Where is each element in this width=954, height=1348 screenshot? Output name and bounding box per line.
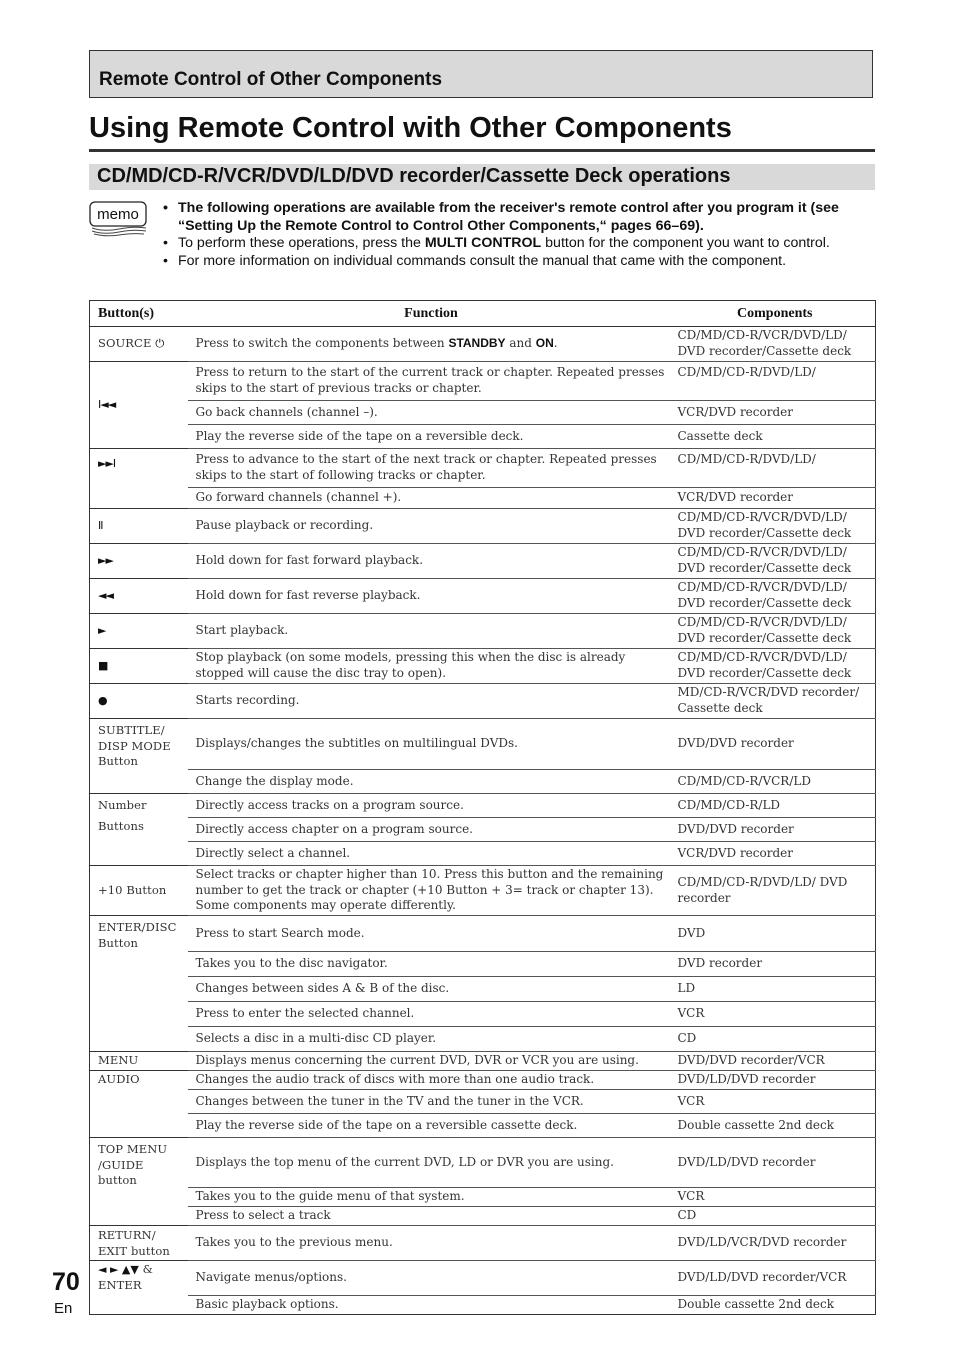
- button-cell: RETURN/ EXIT button: [90, 1226, 188, 1261]
- section-header-bar: [89, 50, 873, 98]
- page-number: 70: [52, 1268, 80, 1296]
- button-label: Buttons: [98, 818, 145, 833]
- power-icon: ⏻: [155, 336, 165, 351]
- component-cell: CD/MD/CD-R/DVD/LD/: [675, 362, 876, 401]
- table-row: [90, 684, 876, 719]
- bullet: •: [163, 235, 168, 251]
- component-cell: CD/MD/CD-R/DVD/LD/: [675, 449, 876, 488]
- table-row: [90, 770, 876, 794]
- button-cell: [90, 684, 188, 719]
- table-row: [90, 842, 876, 866]
- button-cell: [90, 1261, 188, 1315]
- button-cell: [90, 614, 188, 649]
- table-row: [90, 866, 876, 916]
- pause-icon: II: [98, 519, 103, 533]
- button-cell: [90, 449, 188, 509]
- function-cell: Change the display mode.: [188, 770, 675, 794]
- table-row: [90, 488, 876, 509]
- function-cell: Starts recording.: [188, 684, 675, 719]
- table-header-row: [90, 301, 876, 327]
- note-item: [163, 253, 875, 271]
- table-row: [90, 327, 876, 362]
- function-cell: Go forward channels (channel +).: [188, 488, 675, 509]
- component-cell: DVD/LD/DVD recorder: [675, 1071, 876, 1090]
- note-text: The following operations are available from the receiver's remote control after you program it (see “Setting Up the Remote Control to Control Other Components,“ pages 66–69).: [178, 200, 839, 234]
- table-row: [90, 1090, 876, 1114]
- function-cell: [188, 327, 675, 362]
- function-cell: Hold down for fast reverse playback.: [188, 579, 675, 614]
- component-cell: VCR: [675, 1090, 876, 1114]
- component-cell: DVD: [675, 916, 876, 952]
- function-cell: Basic playback options.: [188, 1296, 675, 1315]
- bullet: •: [163, 200, 168, 216]
- table-row: [90, 1052, 876, 1071]
- table-row: [90, 1002, 876, 1027]
- component-cell: DVD/LD/VCR/DVD recorder: [675, 1226, 876, 1261]
- component-cell: DVD/DVD recorder: [675, 719, 876, 770]
- function-cell: Displays/changes the subtitles on multilingual DVDs.: [188, 719, 675, 770]
- table-row: [90, 1296, 876, 1315]
- table-row: [90, 1261, 876, 1296]
- bullet: •: [163, 252, 168, 269]
- component-cell: VCR: [675, 1002, 876, 1027]
- function-cell: Navigate menus/options.: [188, 1261, 675, 1296]
- function-cell: Pause playback or recording.: [188, 509, 675, 544]
- table-row: [90, 916, 876, 952]
- arrow-keys-icon: ◄ ► ▲▼: [98, 1263, 139, 1276]
- component-cell: VCR/DVD recorder: [675, 488, 876, 509]
- function-cell: Start playback.: [188, 614, 675, 649]
- component-cell: CD/MD/CD-R/DVD/LD/ DVD recorder: [675, 866, 876, 916]
- component-cell: DVD/LD/DVD recorder: [675, 1138, 876, 1188]
- table-row: [90, 794, 876, 818]
- table-row: [90, 952, 876, 977]
- table-row: [90, 425, 876, 449]
- button-cell: AUDIO: [90, 1071, 188, 1138]
- function-cell: Press to return to the start of the current track or chapter. Repeated presses skips to the start of previous tracks or chapter.: [188, 362, 675, 401]
- function-cell: Go back channels (channel –).: [188, 401, 675, 425]
- table-row: [90, 1071, 876, 1090]
- function-cell: Play the reverse side of the tape on a reversible cassette deck.: [188, 1114, 675, 1138]
- button-cell: [90, 794, 188, 866]
- component-cell: VCR/DVD recorder: [675, 842, 876, 866]
- component-cell: CD/MD/CD-R/VCR/DVD/LD/ DVD recorder/Cassette deck: [675, 579, 876, 614]
- table-row: [90, 977, 876, 1002]
- function-cell: Displays the top menu of the current DVD, LD or DVR you are using.: [188, 1138, 675, 1188]
- rewind-icon: ◄◄: [98, 589, 113, 603]
- button-cell: [90, 327, 188, 362]
- function-cell: Directly access chapter on a program source.: [188, 818, 675, 842]
- function-cell: Press to enter the selected channel.: [188, 1002, 675, 1027]
- language-code: En: [54, 1300, 73, 1317]
- section-header-text: Remote Control of Other Components: [99, 69, 443, 90]
- button-cell: [90, 649, 188, 684]
- function-cell: Directly access tracks on a program source.: [188, 794, 675, 818]
- memo-label: memo: [97, 206, 139, 223]
- page-title: Using Remote Control with Other Components: [89, 112, 732, 144]
- stop-icon: ■: [98, 659, 108, 673]
- component-cell: VCR/DVD recorder: [675, 401, 876, 425]
- memo-notes: [163, 200, 875, 270]
- table-row: [90, 362, 876, 401]
- component-cell: CD/MD/CD-R/LD: [675, 794, 876, 818]
- table-row: [90, 1138, 876, 1188]
- note-text: To perform these operations, press the: [178, 235, 425, 251]
- note-item: [163, 235, 875, 253]
- button-cell: TOP MENU /GUIDE button: [90, 1138, 188, 1226]
- function-cell: Hold down for fast forward playback.: [188, 544, 675, 579]
- function-cell: Directly select a channel.: [188, 842, 675, 866]
- component-cell: CD/MD/CD-R/VCR/LD: [675, 770, 876, 794]
- standby-keyword: STANDBY: [448, 336, 506, 351]
- button-cell: [90, 544, 188, 579]
- function-text: Press to switch the components between: [195, 336, 449, 351]
- component-cell: Double cassette 2nd deck: [675, 1296, 876, 1315]
- function-text: and: [505, 336, 536, 351]
- function-cell: Changes the audio track of discs with more than one audio track.: [188, 1071, 675, 1090]
- function-cell: Selects a disc in a multi-disc CD player.: [188, 1027, 675, 1052]
- function-cell: Changes between the tuner in the TV and the tuner in the VCR.: [188, 1090, 675, 1114]
- table-row: [90, 649, 876, 684]
- play-icon: ►: [98, 624, 106, 638]
- function-cell: Stop playback (on some models, pressing this when the disc is already stopped will cause the disc tray to open).: [188, 649, 675, 684]
- component-cell: MD/CD-R/VCR/DVD recorder/ Cassette deck: [675, 684, 876, 719]
- table-row: [90, 818, 876, 842]
- component-cell: Double cassette 2nd deck: [675, 1114, 876, 1138]
- table-row: [90, 1114, 876, 1138]
- operations-table-wrap: [89, 300, 875, 1315]
- component-cell: CD/MD/CD-R/VCR/DVD/LD/ DVD recorder/Cassette deck: [675, 614, 876, 649]
- component-cell: VCR: [675, 1188, 876, 1207]
- button-label: &: [138, 1262, 153, 1276]
- component-cell: CD/MD/CD-R/VCR/DVD/LD/ DVD recorder/Cassette deck: [675, 649, 876, 684]
- button-cell: MENU: [90, 1052, 188, 1071]
- note-keyword: MULTI CONTROL: [424, 235, 542, 251]
- function-cell: Displays menus concerning the current DVD, DVR or VCR you are using.: [188, 1052, 675, 1071]
- header-buttons: Button(s): [90, 301, 188, 327]
- component-cell: CD/MD/CD-R/VCR/DVD/LD/ DVD recorder/Cassette deck: [675, 544, 876, 579]
- function-cell: Play the reverse side of the tape on a reversible deck.: [188, 425, 675, 449]
- record-icon: ●: [98, 694, 107, 708]
- subsection-bar: [89, 164, 875, 190]
- note-text: For more information on individual commands consult the manual that came with the component.: [178, 252, 787, 269]
- memo-icon: [89, 201, 149, 237]
- button-cell: ENTER/DISC Button: [90, 916, 188, 1052]
- on-keyword: ON: [535, 336, 554, 351]
- button-cell: [90, 579, 188, 614]
- function-cell: Changes between sides A & B of the disc.: [188, 977, 675, 1002]
- function-cell: Select tracks or chapter higher than 10. Press this button and the remaining number to get the track or chapter (+10 Button + 3= track or chapter 13). Some components may operate differently.: [188, 866, 675, 916]
- fast-forward-icon: ►►: [98, 554, 113, 568]
- note-text: button for the component you want to control.: [541, 235, 830, 251]
- button-cell: +10 Button: [90, 866, 188, 916]
- operations-table: [89, 300, 876, 1315]
- button-cell: SUBTITLE/ DISP MODE Button: [90, 719, 188, 794]
- function-cell: Takes you to the previous menu.: [188, 1226, 675, 1261]
- component-cell: DVD/DVD recorder: [675, 818, 876, 842]
- component-cell: DVD/LD/DVD recorder/VCR: [675, 1261, 876, 1296]
- table-row: [90, 509, 876, 544]
- table-row: [90, 401, 876, 425]
- table-row: [90, 544, 876, 579]
- skip-forward-icon: ►►I: [98, 456, 116, 470]
- button-label: ENTER: [98, 1277, 142, 1292]
- component-cell: DVD recorder: [675, 952, 876, 977]
- table-row: [90, 719, 876, 770]
- function-text: .: [553, 336, 558, 351]
- function-cell: Takes you to the guide menu of that system.: [188, 1188, 675, 1207]
- table-row: [90, 1226, 876, 1261]
- note-item: [163, 200, 875, 235]
- component-cell: DVD/DVD recorder/VCR: [675, 1052, 876, 1071]
- button-cell: [90, 362, 188, 449]
- skip-back-icon: I◄◄: [98, 398, 116, 412]
- table-row: [90, 449, 876, 488]
- function-cell: Press to start Search mode.: [188, 916, 675, 952]
- component-cell: CD/MD/CD-R/VCR/DVD/LD/ DVD recorder/Cassette deck: [675, 327, 876, 362]
- table-row: [90, 1027, 876, 1052]
- button-cell: [90, 509, 188, 544]
- component-cell: Cassette deck: [675, 425, 876, 449]
- table-row: [90, 1207, 876, 1226]
- subsection-title: CD/MD/CD-R/VCR/DVD/LD/DVD recorder/Cassette Deck operations: [97, 165, 731, 187]
- component-cell: CD/MD/CD-R/VCR/DVD/LD/ DVD recorder/Cassette deck: [675, 509, 876, 544]
- component-cell: LD: [675, 977, 876, 1002]
- table-row: [90, 614, 876, 649]
- table-row: [90, 1188, 876, 1207]
- button-label: Number: [98, 798, 147, 812]
- header-components: Components: [675, 301, 876, 327]
- component-cell: CD: [675, 1027, 876, 1052]
- component-cell: CD: [675, 1207, 876, 1226]
- button-label: SOURCE: [98, 336, 152, 351]
- function-cell: Press to select a track: [188, 1207, 675, 1226]
- function-cell: Takes you to the disc navigator.: [188, 952, 675, 977]
- table-row: [90, 579, 876, 614]
- header-function: Function: [188, 301, 675, 327]
- title-rule: [89, 149, 875, 152]
- function-cell: Press to advance to the start of the next track or chapter. Repeated presses skips to the start of following tracks or chapter.: [188, 449, 675, 488]
